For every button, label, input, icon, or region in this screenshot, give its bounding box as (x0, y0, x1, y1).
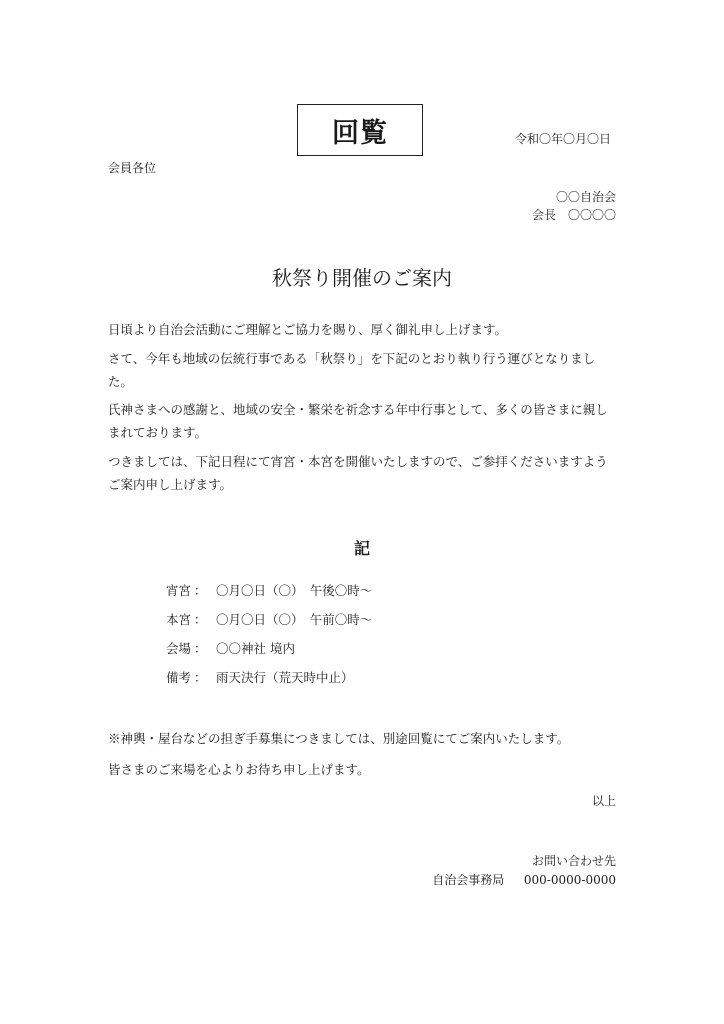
detail-label: 宵宮 (166, 583, 192, 598)
detail-value: 雨天決行（荒天時中止） (216, 670, 354, 685)
detail-value: 〇月〇日（〇） 午前〇時～ (216, 612, 373, 627)
issue-date: 令和〇年〇月〇日 (515, 132, 612, 146)
recipient: 会員各位 (108, 161, 157, 175)
circular-stamp-box (297, 104, 423, 156)
sender-name: 会長 〇〇〇〇 (531, 208, 616, 222)
closing-ijou: 以上 (591, 794, 616, 808)
detail-value: 〇〇神社 境内 (216, 641, 295, 656)
detail-separator: ： (194, 641, 207, 656)
detail-separator: ： (194, 670, 207, 685)
detail-separator: ： (194, 612, 207, 627)
sender-org: 〇〇自治会 (555, 190, 616, 204)
contact-office: 自治会事務局 (432, 873, 505, 887)
paragraph: さて、今年も地域の伝統行事である「秋祭り」を下記のとおり執り行う運びとなりました。 (108, 351, 596, 389)
contact-line (432, 871, 616, 888)
paragraph: 氏神さまへの感謝と、地域の安全・繁栄を祈念する年中行事として、多くの皆さまに親しまれております。 (108, 402, 608, 440)
detail-value: 〇月〇日（〇） 午後〇時～ (216, 583, 373, 598)
paragraph: つきましては、下記日程にて宵宮・本宮を開催いたしますので、ご参拝くださいますようご案内申し上げます。 (108, 454, 608, 492)
note-welcome: 皆さまのご来場を心よりお待ち申し上げます。 (108, 762, 370, 777)
detail-label: 本宮 (166, 612, 192, 627)
contact-phone: 000-0000-0000 (523, 873, 616, 887)
detail-label: 会場 (166, 641, 192, 656)
detail-separator: ： (194, 583, 207, 598)
circular-label: 回覧 (332, 117, 388, 149)
page-title: 秋祭り開催のご案内 (272, 266, 452, 290)
ki-heading: 記 (353, 539, 370, 558)
paragraph: 日頃より自治会活動にご理解とご協力を賜り、厚く御礼申し上げます。 (108, 322, 508, 337)
detail-label: 備考 (166, 670, 192, 685)
note-recruitment: ※神輿・屋台などの担ぎ手募集につきましては、別途回覧にてご案内いたします。 (108, 731, 570, 746)
contact-label: お問い合わせ先 (531, 854, 616, 868)
